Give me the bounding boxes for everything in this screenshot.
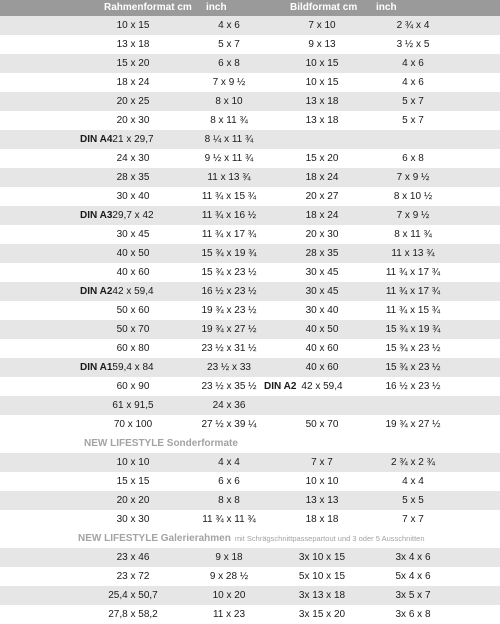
rahmenformat-cm: 24 x 30 [116,153,150,164]
bildformat-cm: 40 x 60 [305,362,339,373]
rahmenformat-inch: 15 ¾ x 19 ¾ [201,248,257,259]
rahmenformat-inch: 11 ¾ x 16 ½ [201,210,257,221]
rahmenformat-inch: 6 x 6 [218,476,240,487]
bildformat-cm: 10 x 10 [305,476,339,487]
bildformat-cm: 40 x 50 [305,324,339,335]
bildformat-cm: 7 x 10 [308,20,336,31]
bildformat-inch: 15 ¾ x 23 ½ [385,362,441,373]
rahmenformat-cm: 20 x 30 [116,115,150,126]
rahmenformat-inch: 11 ¾ x 11 ¾ [202,514,256,525]
rahmenformat-cm: 25,4 x 50,7 [108,590,158,601]
table-row [0,320,500,339]
bildformat-cm: 30 x 45 [305,267,339,278]
table-row [0,510,500,529]
rahmenformat-cm: 29,7 x 42 [112,210,154,221]
rahmenformat-cm: 10 x 15 [116,20,150,31]
rahmenformat-inch: 8 x 10 [215,96,243,107]
bildformat-inch: 7 x 9 ½ [396,172,430,183]
rahmenformat-inch: 8 x 11 ¾ [210,115,248,126]
table-row [0,16,500,35]
bildformat-inch: 3x 6 x 8 [395,609,431,620]
rahmenformat-cm: 50 x 60 [116,305,150,316]
rahmenformat-cm: 28 x 35 [116,172,150,183]
bildformat-cm: 9 x 13 [308,39,336,50]
rahmenformat-cm: 15 x 20 [116,58,150,69]
rahmenformat-cm: 27,8 x 58,2 [108,609,158,620]
table-row [0,130,500,149]
rahmenformat-cm: 30 x 45 [116,229,150,240]
table-row [0,472,500,491]
rahmenformat-cm: 40 x 60 [116,267,150,278]
rahmenformat-cm: 21 x 29,7 [112,134,154,145]
rahmenformat-inch: 19 ¾ x 27 ½ [201,324,257,335]
bildformat-cm: 20 x 30 [305,229,339,240]
table-row [0,54,500,73]
bildformat-inch: 4 x 6 [402,77,424,88]
bildformat-inch: 5 x 5 [402,495,424,506]
bildformat-inch: 11 ¾ x 17 ¾ [385,286,441,297]
rahmenformat-cm: 23 x 72 [116,571,150,582]
bildformat-inch: 15 ¾ x 23 ½ [385,343,441,354]
bildformat-inch: 11 ¾ x 17 ¾ [385,267,441,278]
bildformat-cm: 30 x 45 [305,286,339,297]
section-subtitle: mit Schrägschnittpassepartout und 3 oder 5 Ausschnitten [234,534,425,543]
section-title-text: NEW LIFESTYLE Sonderformate [84,438,238,449]
table-row [0,605,500,624]
bildformat-inch: 16 ½ x 23 ½ [385,381,441,392]
bildformat-cm: 13 x 18 [305,96,339,107]
rahmenformat-inch: 8 x 8 [218,495,240,506]
table-row [0,225,500,244]
table-row [0,73,500,92]
bildformat-cm: 13 x 13 [305,495,339,506]
rahmenformat-inch: 11 ¾ x 15 ¾ [201,191,257,202]
din-label: DIN A1 [80,362,113,373]
bildformat-inch: 4 x 4 [402,476,424,487]
header-inch-left: inch [206,2,227,13]
table-row [0,453,500,472]
rahmenformat-cm: 60 x 90 [116,381,150,392]
table-row [0,548,500,567]
din-label-bild: DIN A2 [264,381,297,392]
rahmenformat-inch: 11 ¾ x 17 ¾ [201,229,257,240]
header-bildformat: Bildformat cm [290,2,358,13]
table-row [0,396,500,415]
rahmenformat-inch: 9 ½ x 11 ¾ [204,153,254,164]
bildformat-cm: 20 x 27 [305,191,339,202]
table-row [0,168,500,187]
table-row [0,282,500,301]
rahmenformat-cm: 13 x 18 [116,39,150,50]
bildformat-cm: 30 x 40 [305,305,339,316]
bildformat-inch: 5x 4 x 6 [395,571,431,582]
rahmenformat-cm: 20 x 25 [116,96,150,107]
table-row [0,206,500,225]
rahmenformat-inch: 7 x 9 ½ [212,77,246,88]
rahmenformat-cm: 30 x 40 [116,191,150,202]
bildformat-cm: 3x 15 x 20 [298,609,346,620]
rahmenformat-cm: 60 x 80 [116,343,150,354]
rahmenformat-inch: 9 x 18 [215,552,243,563]
rahmenformat-inch: 19 ¾ x 23 ½ [201,305,257,316]
bildformat-cm: 18 x 24 [305,172,339,183]
rahmenformat-inch: 4 x 4 [218,457,240,468]
rahmenformat-inch: 11 x 23 [212,609,246,620]
bildformat-inch: 3 ½ x 5 [396,39,430,50]
rahmenformat-inch: 4 x 6 [218,20,240,31]
rahmenformat-cm: 40 x 50 [116,248,150,259]
table-row [0,491,500,510]
bildformat-inch: 4 x 6 [402,58,424,69]
din-label: DIN A3 [80,210,113,221]
section-title-text [78,529,425,548]
rahmenformat-inch: 8 ¼ x 11 ¾ [204,134,254,145]
bildformat-cm: 42 x 59,4 [301,381,343,392]
table-row [0,358,500,377]
bildformat-cm: 7 x 7 [311,457,333,468]
table-row [0,586,500,605]
rahmenformat-cm: 23 x 46 [116,552,150,563]
table-header [0,0,500,16]
table-row [0,111,500,130]
rahmenformat-cm: 15 x 15 [116,476,150,487]
rahmenformat-inch: 15 ¾ x 23 ½ [201,267,257,278]
bildformat-cm: 3x 13 x 18 [298,590,346,601]
bildformat-cm: 50 x 70 [305,419,339,430]
bildformat-inch: 5 x 7 [402,115,424,126]
rahmenformat-inch: 11 x 13 ¾ [207,172,251,183]
bildformat-inch: 5 x 7 [402,96,424,107]
section-title [0,529,500,548]
rahmenformat-cm: 59,4 x 84 [112,362,154,373]
rahmenformat-inch: 27 ½ x 39 ¼ [201,419,257,430]
rahmenformat-cm: 10 x 10 [116,457,150,468]
bildformat-cm: 40 x 60 [305,343,339,354]
rahmenformat-cm: 18 x 24 [116,77,150,88]
bildformat-inch: 3x 5 x 7 [395,590,431,601]
bildformat-cm: 3x 10 x 15 [298,552,346,563]
bildformat-inch: 8 x 11 ¾ [394,229,432,240]
table-row [0,244,500,263]
bildformat-cm: 18 x 24 [305,210,339,221]
bildformat-inch: 15 ¾ x 19 ¾ [385,324,441,335]
rahmenformat-cm: 30 x 30 [116,514,150,525]
rahmenformat-cm: 42 x 59,4 [112,286,154,297]
rahmenformat-inch: 23 ½ x 33 [207,362,251,373]
rahmenformat-inch: 10 x 20 [212,590,246,601]
bildformat-inch: 2 ¾ x 2 ¾ [391,457,435,468]
din-label: DIN A4 [80,134,113,145]
header-inch-right: inch [376,2,397,13]
rahmenformat-inch: 5 x 7 [218,39,240,50]
header-rahmenformat: Rahmenformat cm [104,2,192,13]
bildformat-cm: 5x 10 x 15 [298,571,346,582]
table-row [0,415,500,434]
rahmenformat-inch: 6 x 8 [218,58,240,69]
bildformat-cm: 10 x 15 [305,77,339,88]
bildformat-cm: 10 x 15 [305,58,339,69]
rahmenformat-cm: 70 x 100 [113,419,153,430]
bildformat-inch: 11 ¾ x 15 ¾ [385,305,441,316]
section-title [0,434,500,453]
bildformat-cm: 13 x 18 [305,115,339,126]
table-row [0,263,500,282]
rahmenformat-inch: 24 x 36 [212,400,246,411]
bildformat-cm: 15 x 20 [305,153,339,164]
table-row [0,35,500,54]
table-row [0,567,500,586]
bildformat-inch: 3x 4 x 6 [395,552,431,563]
bildformat-inch: 7 x 9 ½ [396,210,430,221]
rahmenformat-inch: 23 ½ x 35 ½ [201,381,257,392]
table-row [0,301,500,320]
table-row [0,339,500,358]
bildformat-inch: 2 ¾ x 4 [396,20,430,31]
rahmenformat-cm: 20 x 20 [116,495,150,506]
table-row [0,377,500,396]
rahmenformat-inch: 23 ½ x 31 ½ [201,343,257,354]
bildformat-inch: 19 ¾ x 27 ½ [385,419,441,430]
bildformat-inch: 6 x 8 [402,153,424,164]
table-row [0,187,500,206]
bildformat-inch: 8 x 10 ½ [393,191,433,202]
rahmenformat-inch: 9 x 28 ½ [209,571,249,582]
bildformat-inch: 7 x 7 [402,514,424,525]
rahmenformat-inch: 16 ½ x 23 ½ [201,286,257,297]
bildformat-cm: 18 x 18 [305,514,339,525]
table-row [0,149,500,168]
rahmenformat-cm: 50 x 70 [116,324,150,335]
bildformat-cm: 28 x 35 [305,248,339,259]
rahmenformat-cm: 61 x 91,5 [112,400,154,411]
din-label: DIN A2 [80,286,113,297]
bildformat-inch: 11 x 13 ¾ [391,248,435,259]
table-row [0,92,500,111]
section-title-main: NEW LIFESTYLE Galerierahmen [78,533,231,544]
